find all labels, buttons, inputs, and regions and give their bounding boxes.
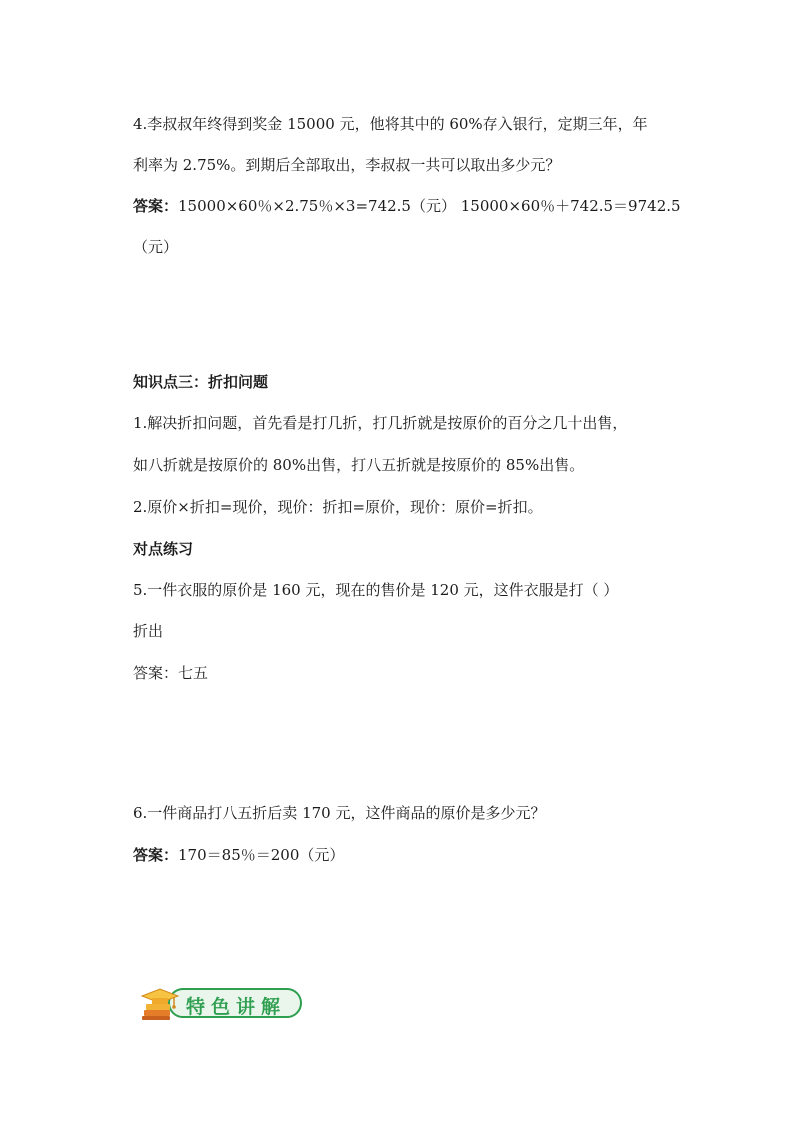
answer-text: 170＝85％＝200（元） [178,846,345,864]
graduation-cap-books-icon [138,984,182,1024]
q5-line2: 折出 [133,622,164,640]
kp3-line1: 1.解决折扣问题，首先看是打几折，打几折就是按原价的百分之几十出售， [133,414,628,432]
kp3-line3: 2.原价×折扣=现价，现价：折扣=原价，现价：原价=折扣。 [133,498,543,516]
q4-line1: 4.李叔叔年终得到奖金 15000 元，他将其中的 60%存入银行，定期三年，年 [133,115,648,133]
q5-answer: 答案：七五 [133,664,209,682]
section-title-kp3: 知识点三：折扣问题 [133,373,269,391]
q6-line1: 6.一件商品打八五折后卖 170 元，这件商品的原价是多少元？ [133,804,546,822]
q5-line1: 5.一件衣服的原价是 160 元，现在的售价是 120 元，这件衣服是打（ ） [133,581,619,599]
q4-line2: 利率为 2.75%。到期后全部取出，李叔叔一共可以取出多少元？ [133,156,561,174]
practice-title: 对点练习 [133,540,194,558]
banner-title: 特色讲解 [186,996,287,1018]
q4-answer-line2: （元） [133,238,179,256]
answer-text: 15000×60％×2.75％×3=742.5（元） 15000×60％＋742.5＝9742.5 [178,197,681,215]
q6-answer [133,845,344,865]
answer-label: 答案： [133,846,179,864]
kp3-line2: 如八折就是按原价的 80%出售，打八五折就是按原价的 85%出售。 [133,456,585,474]
section-banner [138,984,306,1024]
q4-answer [133,196,681,216]
answer-label: 答案： [133,197,179,215]
